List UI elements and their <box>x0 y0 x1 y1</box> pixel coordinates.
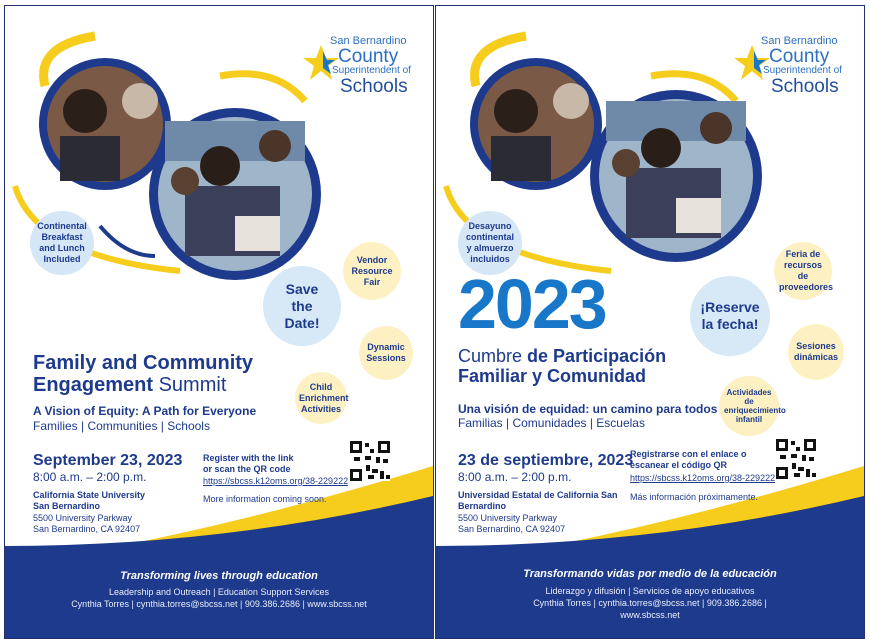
register-text-es <box>630 449 747 471</box>
event-time-es: 8:00 a.m. – 2:00 p.m. <box>458 470 572 484</box>
footer-tagline: Transforming lives through education <box>120 570 318 582</box>
footer-line-2: Cynthia Torres | cynthia.torres@sbcss.net | 909.386.2686 | www.sbcss.net <box>71 599 367 609</box>
event-time: 8:00 a.m. – 2:00 p.m. <box>33 470 147 484</box>
title-light: Summit <box>158 374 227 396</box>
venue-line-1: California State University <box>33 490 146 500</box>
tagline-es: Una visión de equidad: un camino para todos <box>458 402 718 416</box>
dynamic-bubble-es <box>788 324 844 380</box>
register-link-es[interactable]: https://sbcss.k12oms.org/38-229222 <box>630 473 776 483</box>
venue-address <box>33 513 140 535</box>
qr-code-es <box>776 439 816 479</box>
logo-es-line-3: Superintendent of <box>763 65 842 76</box>
venue-name <box>33 490 145 512</box>
save-the-date-bubble-es <box>690 276 770 356</box>
more-info-es: Más información próximamente. <box>630 492 759 502</box>
venue-name-es <box>458 490 618 512</box>
venue-line-2: San Bernardino <box>33 501 101 511</box>
dynamic-text: Dynamic Sessions <box>366 342 406 363</box>
footer-line-1: Leadership and Outreach | Education Support Services <box>109 587 329 597</box>
logo-es-line-4: Schools <box>771 76 839 97</box>
title-line-1: Family and Community <box>33 352 254 374</box>
register-line-1: Register with the link <box>203 453 294 463</box>
vendor-bubble <box>343 242 401 300</box>
vendor-text: Vendor Resource Fair <box>351 254 393 287</box>
register-text <box>203 453 294 475</box>
groups-es: Familias | Comunidades | Escuelas <box>458 416 645 430</box>
logo-line-3: Superintendent of <box>332 65 411 76</box>
venue-es-line-4: San Bernardino, CA 92407 <box>458 524 566 534</box>
year-title: 2023 <box>458 265 606 343</box>
logo-es-line-2: County <box>769 46 830 67</box>
title-bold: Engagement <box>33 374 154 396</box>
more-info: More information coming soon. <box>203 494 327 504</box>
child-bubble <box>295 372 347 424</box>
title-es-bold: de Participación <box>527 346 667 366</box>
child-text: Child Enrichment Activities <box>299 381 349 414</box>
event-date-es: 23 de septiembre, 2023 <box>458 452 634 469</box>
dynamic-bubble <box>359 326 413 380</box>
breakfast-bubble <box>30 211 94 275</box>
title-es-line-2: Familiar y Comunidad <box>458 366 647 386</box>
qr-code <box>350 441 390 481</box>
star-logo-icon <box>301 43 341 83</box>
venue-line-3: 5500 University Parkway <box>33 513 133 523</box>
footer-es-line-1: Liderazgo y difusión | Servicios de apoyo educativos <box>545 586 755 596</box>
title-line-2 <box>33 374 226 397</box>
child-text-es: Actividades de enriquecimiento infantil <box>724 388 786 424</box>
venue-line-4: San Bernardino, CA 92407 <box>33 524 141 534</box>
breakfast-text-es: Desayuno continental y almuerzo incluidos <box>465 221 514 264</box>
footer-es-line-2: Cynthia Torres | cynthia.torres@sbcss.net | 909.386.2686 | <box>533 598 767 608</box>
child-bubble-es <box>719 376 786 436</box>
logo-es-line-1: San Bernardino <box>761 35 838 47</box>
logo-line-2: County <box>338 46 399 67</box>
logo-line-4: Schools <box>340 76 408 97</box>
venue-es-line-2: Bernardino <box>458 501 507 511</box>
decorative-graphics <box>5 6 433 638</box>
register-line-2: or scan the QR code <box>203 464 291 474</box>
register-es-line-1: Registrarse con el enlace o <box>630 449 747 459</box>
breakfast-text: Continental Breakfast and Lunch Included <box>37 221 87 264</box>
venue-es-line-1: Universidad Estatal de California San <box>458 490 618 500</box>
groups: Families | Communities | Schools <box>33 419 210 433</box>
footer-tagline-es: Transformando vidas por medio de la educación <box>523 568 777 580</box>
venue-es-line-3: 5500 University Parkway <box>458 513 558 523</box>
tagline: A Vision of Equity: A Path for Everyone <box>33 404 257 418</box>
save-text: Save the Date! <box>284 280 320 331</box>
dynamic-text-es: Sesiones dinámicas <box>794 341 839 362</box>
event-date: September 23, 2023 <box>33 452 183 469</box>
title-es-line-1 <box>458 346 666 367</box>
spanish-flyer <box>435 5 865 639</box>
register-es-line-2: escanear el código QR <box>630 460 728 470</box>
english-flyer <box>4 5 434 639</box>
venue-address-es <box>458 513 565 535</box>
vendor-bubble-es <box>774 242 832 300</box>
footer-es-line-3: www.sbcss.net <box>620 610 680 620</box>
title-es-light: Cumbre <box>458 346 523 366</box>
save-the-date-bubble <box>263 266 341 346</box>
logo-line-1: San Bernardino <box>330 35 407 47</box>
star-logo-icon-es <box>732 43 772 83</box>
register-link[interactable]: https://sbcss.k12oms.org/38-229222 <box>203 476 349 486</box>
save-text-es: ¡Reserve la fecha! <box>700 299 760 332</box>
vendor-text-es: Feria de recursos de proveedores <box>779 249 834 292</box>
